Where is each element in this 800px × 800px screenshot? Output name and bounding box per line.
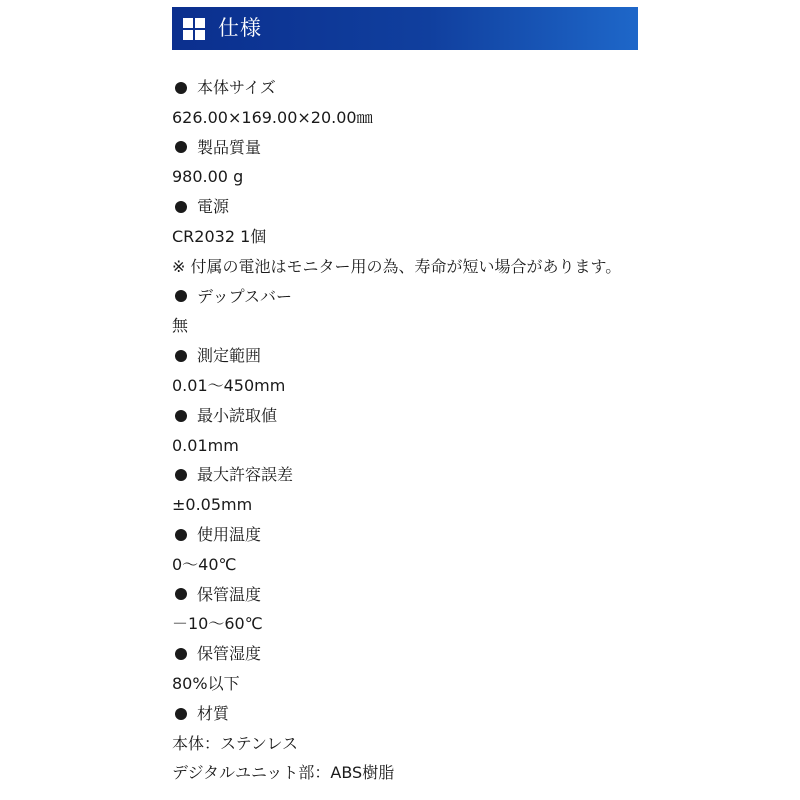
spec-label-text: 最大許容誤差 bbox=[197, 465, 294, 485]
spec-value-range: 0.01～450mm bbox=[172, 375, 286, 395]
bullet-icon bbox=[175, 290, 187, 302]
spec-label-storage-temp bbox=[172, 580, 772, 610]
spec-label-max-error bbox=[172, 460, 772, 490]
spec-label-text: 本体サイズ bbox=[197, 78, 276, 97]
spec-value-depth-bar: 無 bbox=[172, 316, 189, 336]
spec-note-power: ※ 付属の電池はモニター用の為、寿命が短い場合があります。 bbox=[172, 256, 622, 276]
bullet-icon bbox=[175, 708, 187, 720]
spec-value-max-error: ±0.05mm bbox=[172, 495, 253, 515]
spec-value-size: 626.00×169.00×20.00㎜ bbox=[172, 107, 373, 127]
spec-list bbox=[172, 73, 772, 788]
section-title: 仕様 bbox=[218, 16, 262, 40]
bullet-icon bbox=[175, 350, 187, 362]
spec-label-storage-humidity bbox=[172, 639, 772, 669]
spec-value-storage-humidity: 80%以下 bbox=[172, 673, 240, 693]
spec-value-material-unit: デジタルユニット部：ABS樹脂 bbox=[172, 763, 395, 783]
spec-label-text: 製品質量 bbox=[197, 137, 262, 157]
bullet-icon bbox=[175, 201, 187, 213]
spec-label-text: デップスバー bbox=[197, 286, 293, 306]
spec-value-storage-temp: －10～60℃ bbox=[172, 614, 263, 634]
spec-label-resolution bbox=[172, 401, 772, 431]
spec-label-text: 電源 bbox=[197, 197, 230, 217]
bullet-icon bbox=[175, 529, 187, 541]
spec-value-operating-temp: 0～40℃ bbox=[172, 554, 237, 574]
spec-label-text: 測定範囲 bbox=[197, 346, 262, 366]
bullet-icon bbox=[175, 648, 187, 660]
spec-label-depth-bar bbox=[172, 282, 772, 312]
grid-icon bbox=[183, 18, 205, 40]
bullet-icon bbox=[175, 469, 187, 481]
bullet-icon bbox=[175, 588, 187, 600]
spec-label-text: 使用温度 bbox=[197, 524, 262, 544]
spec-label-text: 最小読取値 bbox=[197, 405, 278, 425]
spec-label-text: 保管温度 bbox=[197, 584, 262, 604]
spec-label-text: 保管湿度 bbox=[197, 644, 262, 664]
spec-value-power: CR2032 1個 bbox=[172, 226, 267, 246]
section-header bbox=[172, 7, 638, 50]
spec-label-weight bbox=[172, 133, 772, 163]
bullet-icon bbox=[175, 410, 187, 422]
spec-label-text: 材質 bbox=[197, 703, 230, 723]
spec-label-material bbox=[172, 699, 772, 729]
spec-value-weight: 980.00 g bbox=[172, 167, 244, 187]
spec-value-material-body: 本体：ステンレス bbox=[172, 733, 299, 753]
spec-label-range bbox=[172, 341, 772, 371]
spec-value-resolution: 0.01mm bbox=[172, 435, 239, 455]
spec-label-operating-temp bbox=[172, 520, 772, 550]
bullet-icon bbox=[175, 141, 187, 153]
bullet-icon bbox=[175, 82, 187, 94]
spec-label-power bbox=[172, 192, 772, 222]
spec-label-size bbox=[172, 73, 772, 103]
